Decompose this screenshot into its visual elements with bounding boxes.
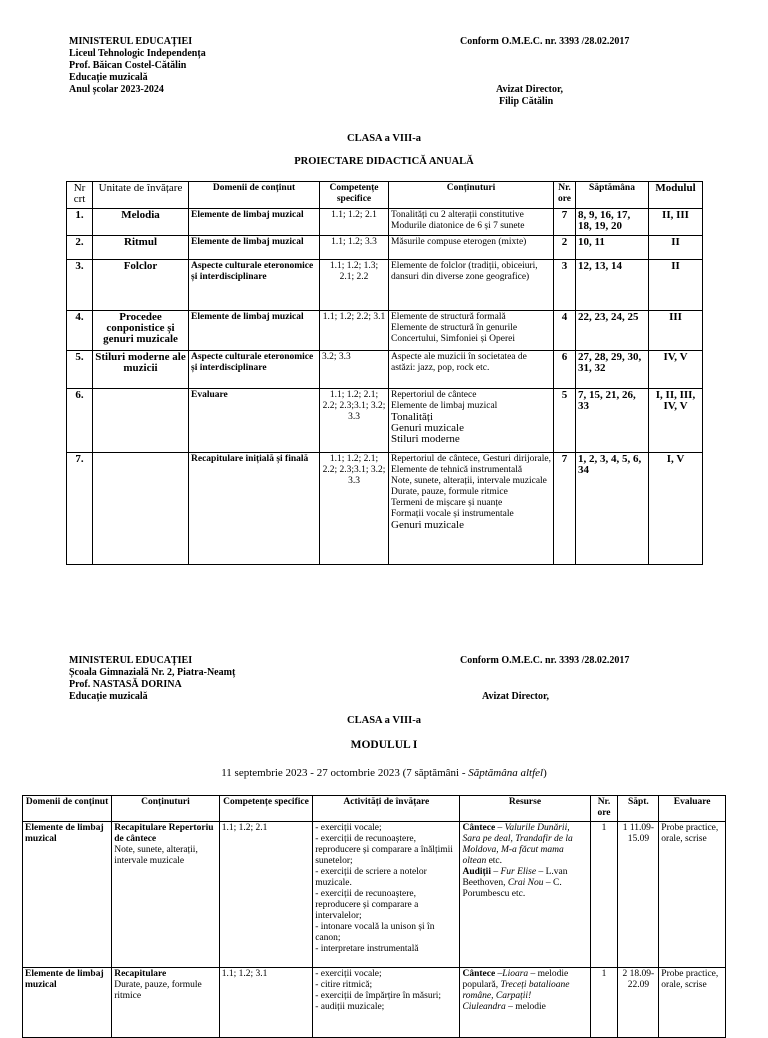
row-weeks: 10, 11 (576, 236, 649, 260)
table-row (67, 311, 703, 351)
row-nr: 1. (67, 209, 93, 236)
row-domain: Aspecte culturale eteronomice și interdisciplinare (189, 351, 320, 389)
table-row (67, 351, 703, 389)
activity-item: - exerciții de recunoaștere, reproducere și comparare a înălțimii sunetelor; (315, 834, 453, 866)
row-resources: Cântece –Lioara – melodie populară, Treceți batalioane române, Carpații! Ciuleandra – melodie (460, 968, 590, 1038)
row-competences: 1.1; 1.2; 2.1 (219, 822, 313, 968)
row-domain: Elemente de limbaj muzical (23, 822, 112, 968)
resource-text: – melodie (505, 1002, 546, 1012)
content-line: Note, sunete, alterații, intervale muzicale (391, 476, 547, 486)
header-week: Săptămâna (576, 182, 649, 209)
row-contents (389, 351, 554, 389)
row-contents (389, 260, 554, 311)
row-activities (313, 822, 460, 968)
row-contents (389, 453, 554, 565)
resource-audition: Crai Nou (507, 878, 544, 888)
teacher-line: Prof. NASTASĂ DORINA (69, 679, 182, 690)
content-line: Genuri muzicale (391, 519, 464, 531)
content-line: Note, sunete, alterații, intervale muzicale (114, 845, 198, 866)
row-evaluation: Probe practice, orale, scrise (659, 822, 726, 968)
row-unit: Procedee conponistice și genuri muzicale (93, 311, 189, 351)
row-domain: Recapitulare inițială și finală (189, 453, 320, 565)
header-domain: Domenii de conținut (189, 182, 320, 209)
activity-item: - exerciții de scriere a notelor muzicale. (315, 867, 427, 888)
content-line: Repertoriul de cântece, Gesturi dirijorale, Elemente de tehnică instrumentală (391, 454, 551, 475)
content-title: Recapitulare Repertoriu de cântece (114, 823, 214, 844)
row-hours: 7 (554, 453, 576, 565)
resource-label: Cântece (462, 969, 496, 979)
row-hours: 1 (590, 822, 618, 968)
content-line: Elemente de limbaj muzical (391, 401, 498, 411)
resource-text: – C. Porumbescu etc. (462, 878, 562, 899)
content-line: Termeni de mișcare și nuanțe (391, 498, 503, 508)
row-hours: 5 (554, 389, 576, 453)
row-hours: 3 (554, 260, 576, 311)
row-module: III (649, 311, 703, 351)
activity-item: - audiții muzicale; (315, 1002, 385, 1012)
activity-item: - exerciții de împărțire în măsuri; (315, 991, 442, 1001)
row-hours: 4 (554, 311, 576, 351)
row-module: II, III (649, 209, 703, 236)
content-title: Recapitulare (114, 969, 167, 979)
module-heading: MODULUL I (350, 739, 418, 751)
resource-songs: Ciuleandra (462, 1002, 506, 1012)
row-weeks: 22, 23, 24, 25 (576, 311, 649, 351)
content-line: Tonalități cu 2 alterații constitutive (391, 210, 524, 220)
row-competences: 1.1; 1.2; 2.2; 3.1 (320, 311, 389, 351)
content-line: Măsurile compuse eterogen (mixte) (391, 237, 527, 247)
school-header-2 (69, 655, 235, 703)
header-hours: Nr. ore (590, 796, 618, 822)
module-plan-table (22, 795, 726, 1038)
row-hours: 1 (590, 968, 618, 1038)
subject-line: Educație muzicală (69, 691, 148, 702)
row-hours: 6 (554, 351, 576, 389)
class-heading-2: CLASA a VIII-a (347, 715, 421, 726)
resource-text: – melodie populară, (462, 969, 569, 990)
row-competences: 1.1; 1.2; 3.3 (320, 236, 389, 260)
row-unit (93, 453, 189, 565)
annual-plan-title: PROIECTARE DIDACTICĂ ANUALĂ (294, 156, 474, 167)
header-resources: Resurse (460, 796, 590, 822)
content-line: Aspecte ale muzicii în societatea de astăzi: jazz, pop, rock etc. (391, 352, 527, 373)
row-nr: 3. (67, 260, 93, 311)
table-header-row (67, 182, 703, 209)
period-end: ) (543, 767, 547, 779)
header-contents: Conținuturi (389, 182, 554, 209)
class-heading-1: CLASA a VIII-a (347, 133, 421, 144)
row-weeks: 27, 28, 29, 30, 31, 32 (576, 351, 649, 389)
row-competences: 1.1; 1.2; 1.3; 2.1; 2.2 (320, 260, 389, 311)
period-italic: Săptămâna altfel (468, 767, 544, 779)
row-contents (389, 311, 554, 351)
header-week: Săpt. (618, 796, 659, 822)
row-module: II (649, 260, 703, 311)
content-line: Formații vocale și instrumentale (391, 509, 514, 519)
activity-item: - interpretare instrumentală (315, 944, 419, 954)
header-competences: Competențe specifice (320, 182, 389, 209)
row-competences: 3.2; 3.3 (320, 351, 389, 389)
row-weeks: 12, 13, 14 (576, 260, 649, 311)
ministry-line: MINISTERUL EDUCAȚIEI (69, 655, 193, 666)
row-nr: 5. (67, 351, 93, 389)
row-contents (389, 209, 554, 236)
content-line: Elemente de structură în genurile Concertului, Simfoniei și Operei (391, 323, 518, 344)
row-contents (389, 389, 554, 453)
school-year-line: Anul școlar 2023-2024 (69, 84, 164, 95)
table-row (67, 453, 703, 565)
resource-label: Cântece (462, 823, 496, 833)
table-row (67, 209, 703, 236)
row-domain: Elemente de limbaj muzical (189, 209, 320, 236)
content-line: Repertoriul de cântece (391, 390, 477, 400)
director-name: Filip Cătălin (499, 96, 554, 107)
content-line: Elemente de structură formală (391, 312, 506, 322)
row-domain: Elemente de limbaj muzical (23, 968, 112, 1038)
content-line: Tonalități (391, 411, 433, 423)
row-domain: Evaluare (189, 389, 320, 453)
conform-note-2: Conform O.M.E.C. nr. 3393 /28.02.2017 (460, 655, 630, 666)
row-competences: 1.1; 1.2; 2.1 (320, 209, 389, 236)
activity-item: - intonare vocală la unison și în canon; (315, 922, 435, 943)
header-unit: Unitate de învățare (93, 182, 189, 209)
table-row (23, 822, 726, 968)
row-competences: 1.1; 1.2; 3.1 (219, 968, 313, 1038)
row-nr: 6. (67, 389, 93, 453)
content-line: Durate, pauze, formule ritmice (114, 980, 202, 1001)
row-contents (389, 236, 554, 260)
row-unit (93, 389, 189, 453)
content-line: Stiluri moderne (391, 433, 460, 445)
row-week: 1 11.09-15.09 (618, 822, 659, 968)
row-module: I, V (649, 453, 703, 565)
row-unit: Melodia (93, 209, 189, 236)
table-row (23, 968, 726, 1038)
row-hours: 7 (554, 209, 576, 236)
content-line: Modurile diatonice de 6 și 7 sunete (391, 221, 525, 231)
header-hours: Nr. ore (554, 182, 576, 209)
table-row (67, 236, 703, 260)
row-weeks: 1, 2, 3, 4, 5, 6, 34 (576, 453, 649, 565)
row-module: II (649, 236, 703, 260)
header-nr: Nr crt (67, 182, 93, 209)
row-module: I, II, III, IV, V (649, 389, 703, 453)
row-evaluation: Probe practice, orale, scrise (659, 968, 726, 1038)
header-module: Modulul (649, 182, 703, 209)
teacher-line: Prof. Băican Costel-Cătălin (69, 60, 187, 71)
content-line: Genuri muzicale (391, 422, 464, 434)
resource-label: Audiții (462, 867, 491, 877)
row-nr: 4. (67, 311, 93, 351)
table-row (67, 389, 703, 453)
activity-item: - exerciții vocale; (315, 969, 382, 979)
conform-note-1: Conform O.M.E.C. nr. 3393 /28.02.2017 (460, 36, 630, 47)
activity-item: - exerciții vocale; (315, 823, 382, 833)
row-domain: Elemente de limbaj muzical (189, 311, 320, 351)
school-line: Liceul Tehnologic Independența (69, 48, 206, 59)
header-activities: Activități de învățare (313, 796, 460, 822)
row-unit: Ritmul (93, 236, 189, 260)
row-unit: Stiluri moderne ale muzicii (93, 351, 189, 389)
resource-songs: Lioara (502, 969, 529, 979)
row-weeks: 7, 15, 21, 26, 33 (576, 389, 649, 453)
table-header-row (23, 796, 726, 822)
avizat-director-1: Avizat Director, (496, 84, 564, 95)
header-evaluation: Evaluare (659, 796, 726, 822)
row-domain: Aspecte culturale eteronomice și interdisciplinare (189, 260, 320, 311)
row-competences: 1.1; 1.2; 2.1; 2.2; 2.3;3.1; 3.2; 3.3 (320, 389, 389, 453)
row-nr: 7. (67, 453, 93, 565)
subject-line: Educație muzicală (69, 72, 148, 83)
table-row (67, 260, 703, 311)
resource-audition: Fur Elise (500, 867, 537, 877)
row-weeks: 8, 9, 16, 17, 18, 19, 20 (576, 209, 649, 236)
school-header-1 (69, 36, 206, 96)
row-resources: Cântece – Valurile Dunării, Sara pe deal, Trandafir de la Moldova, M-a făcut mama oltean etc. Audiții – Fur Elise – L.van Beethoven, Crai Nou – C. Porumbescu etc. (460, 822, 590, 968)
resource-text: etc. (486, 856, 503, 866)
annual-plan-table (66, 181, 703, 565)
header-contents: Conținuturi (112, 796, 219, 822)
school-line: Școala Gimnazială Nr. 2, Piatra-Neamț (69, 667, 236, 678)
resource-songs: Valurile Dunării, Sara pe deal, Trandafir de la Moldova, M-a făcut mama oltean (462, 823, 573, 866)
row-contents (112, 822, 219, 968)
header-competences: Competențe specifice (219, 796, 313, 822)
period-text: 11 septembrie 2023 - 27 octombrie 2023 (7 săptămâni - (221, 767, 469, 779)
module-period (0, 767, 768, 779)
row-unit: Folclor (93, 260, 189, 311)
resource-text: – L.van Beethoven, (462, 867, 568, 888)
activity-item: - exerciții de recunoaștere, reproducere și comparare a intervalelor; (315, 889, 419, 921)
content-line: Durate, pauze, formule ritmice (391, 487, 508, 497)
content-line: Elemente de folclor (tradiții, obiceiuri, dansuri din diverse zone geografice) (391, 261, 538, 282)
row-module: IV, V (649, 351, 703, 389)
ministry-line: MINISTERUL EDUCAȚIEI (69, 36, 193, 47)
row-nr: 2. (67, 236, 93, 260)
resource-songs: Treceți batalioane române, Carpații! (462, 980, 570, 1001)
row-competences: 1.1; 1.2; 2.1; 2.2; 2.3;3.1; 3.2; 3.3 (320, 453, 389, 565)
row-week: 2 18.09-22.09 (618, 968, 659, 1038)
activity-item: - citire ritmică; (315, 980, 373, 990)
row-hours: 2 (554, 236, 576, 260)
avizat-director-2: Avizat Director, (482, 691, 550, 702)
row-activities (313, 968, 460, 1038)
row-contents (112, 968, 219, 1038)
row-domain: Elemente de limbaj muzical (189, 236, 320, 260)
header-domain: Domenii de conținut (23, 796, 112, 822)
